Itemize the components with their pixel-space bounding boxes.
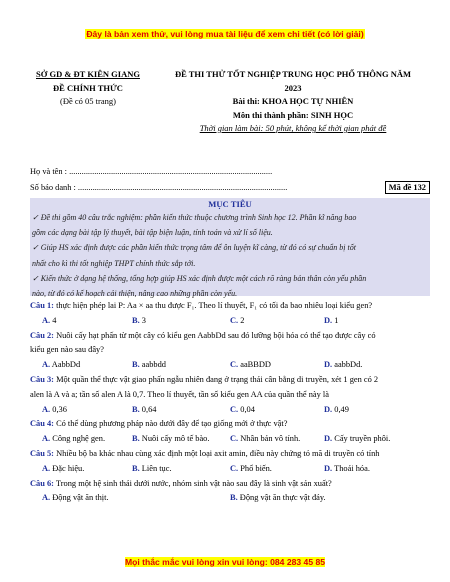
name-line: Họ và tên : ................................................................................................. — [30, 167, 273, 176]
objective-line: ✓ Đề thi gồm 40 câu trắc nghiệm: phần kiến thức thuộc chương trình Sinh học 12. Phần kĩ năng bao — [32, 213, 357, 222]
objectives-title: MỤC TIÊU — [30, 198, 430, 210]
option-c: C. Nhân bản vô tính. — [230, 434, 301, 444]
header-right — [156, 68, 430, 136]
objective-line: ✓ Giúp HS xác định được các phần kiến thức trọng tâm để ôn luyện kĩ càng, từ đó có sự chuẩn bị tốt — [32, 243, 356, 253]
question-text: Trong một hệ sinh thái dưới nước, nhóm sinh vật nào sau đây là sinh vật sản xuất? — [55, 478, 332, 488]
question-3-options — [30, 403, 432, 418]
option-b: B. 0,64 — [132, 404, 157, 414]
question-text: Có thể dùng phương pháp nào dưới đây để tạo giống mới ở thực vật? — [56, 419, 288, 429]
objective-line: ✓ Kiến thức ở dạng hệ thống, tổng hợp giúp HS xác định được một cách rõ ràng bản thân còn yếu phần — [32, 273, 367, 283]
option-a: A. Đặc hiệu. — [42, 463, 85, 473]
option-a: A. Động vật ăn thịt. — [42, 493, 109, 503]
question-6-options — [30, 491, 432, 506]
question-text: thực hiện phép lai P: Aa × aa thu được F₁. Theo lí thuyết, F₁ có tối đa bao nhiêu loại kiểu gen? — [56, 301, 373, 310]
question-5 — [30, 447, 432, 462]
question-5-options — [30, 462, 432, 477]
option-d: D. Cấy truyền phôi. — [324, 434, 391, 444]
exam-time: Thời gian làm bài: 50 phút, không kể thời gian phát đề — [199, 123, 387, 133]
objective-line: nhất cho kì thi tốt nghiệp THPT chính thức sắp tới. — [32, 258, 196, 268]
exam-code-box: Mã đề 132 — [385, 181, 430, 194]
option-a: A. 4 — [42, 315, 57, 325]
official-label: ĐỀ CHÍNH THỨC — [53, 82, 123, 93]
question-3-continued: alen là A và a; tần số alen A là 0,7. Theo lí thuyết, tần số kiểu gen AA của quần thể này là — [30, 389, 329, 399]
option-c: C. 2 — [230, 315, 245, 325]
question-4-options — [30, 432, 432, 447]
header-left — [24, 68, 152, 109]
option-c: C. aaBBDD — [230, 360, 271, 370]
question-2-continued: kiểu gen nào sau đây? — [30, 345, 104, 355]
option-d: D. aabbDd. — [324, 360, 363, 370]
option-a: A. 0,36 — [42, 404, 67, 414]
option-c: C. 0,04 — [230, 404, 255, 414]
question-6 — [30, 477, 432, 492]
department-name: SỞ GD & ĐT KIÊN GIANG — [36, 69, 140, 79]
exam-component: Môn thi thành phần: SINH HỌC — [232, 109, 354, 120]
question-label: Câu 3: — [30, 374, 54, 384]
question-label: Câu 4: — [30, 419, 54, 429]
option-c: C. Phổ biến. — [230, 463, 272, 473]
option-b: B. Động vật ăn thực vật đáy. — [230, 493, 326, 503]
question-label: Câu 1: — [30, 301, 54, 310]
question-text: Nuôi cấy hạt phấn từ một cây có kiểu gen AabbDd sau đó lưỡng bội hóa có thể tạo được cây có — [56, 330, 376, 340]
question-label: Câu 6: — [30, 478, 54, 488]
option-b: B. 3 — [132, 315, 146, 325]
question-text: Một quần thể thực vật giao phấn ngẫu nhiên đang ở trạng thái cân bằng di truyền, xét 1 gen có 2 — [56, 374, 379, 384]
question-2 — [30, 329, 432, 344]
exam-header — [24, 68, 430, 152]
question-3 — [30, 373, 432, 388]
question-1 — [30, 299, 432, 314]
option-a: A. AabbDd — [42, 360, 81, 370]
option-a: A. Công nghệ gen. — [42, 434, 106, 444]
exam-subject: Bài thi: KHOA HỌC TỰ NHIÊN — [232, 96, 354, 106]
exam-year: 2023 — [284, 82, 302, 93]
objectives-box — [30, 210, 430, 299]
option-d: D. 0,49 — [324, 404, 349, 414]
contact-banner — [0, 552, 450, 570]
contact-banner-text: Mọi thắc mắc vui lòng xin vui lòng: 084 283 45 85 — [124, 557, 326, 567]
student-number-line: Số báo danh : .................................................................................................... — [30, 183, 288, 192]
option-d: D. 1 — [324, 315, 339, 325]
question-label: Câu 2: — [30, 330, 54, 340]
page-count: (Đề có 05 trang) — [60, 96, 116, 106]
preview-banner-text: Đây là bản xem thử, vui lòng mua tài liệu để xem chi tiết (có lời giải) — [86, 29, 364, 39]
option-b: B. Nuôi cấy mô tế bào. — [132, 434, 210, 444]
question-text: Nhiều bộ ba khác nhau cùng xác định một loại axit amin, điều này chứng tỏ mã di truyền có tính — [56, 448, 380, 458]
objective-line: gồm các dạng bài tập lý thuyết, bài tập biện luận, tính toán và xử lí số liệu. — [32, 228, 273, 238]
option-d: D. Thoái hóa. — [324, 463, 370, 473]
question-4 — [30, 417, 432, 432]
option-b: B. aabbdd — [132, 360, 166, 370]
question-1-options — [30, 314, 432, 329]
option-b: B. Liên tục. — [132, 463, 172, 473]
question-2-options — [30, 358, 432, 373]
objective-line: nào, từ đó có kế hoạch cải thiện, nâng cao những phần còn yếu. — [32, 289, 238, 299]
exam-title: ĐỀ THI THỬ TỐT NGHIỆP TRUNG HỌC PHỔ THÔNG NĂM — [174, 69, 412, 79]
preview-banner — [0, 24, 450, 42]
questions-list — [30, 299, 432, 506]
question-label: Câu 5: — [30, 448, 54, 458]
